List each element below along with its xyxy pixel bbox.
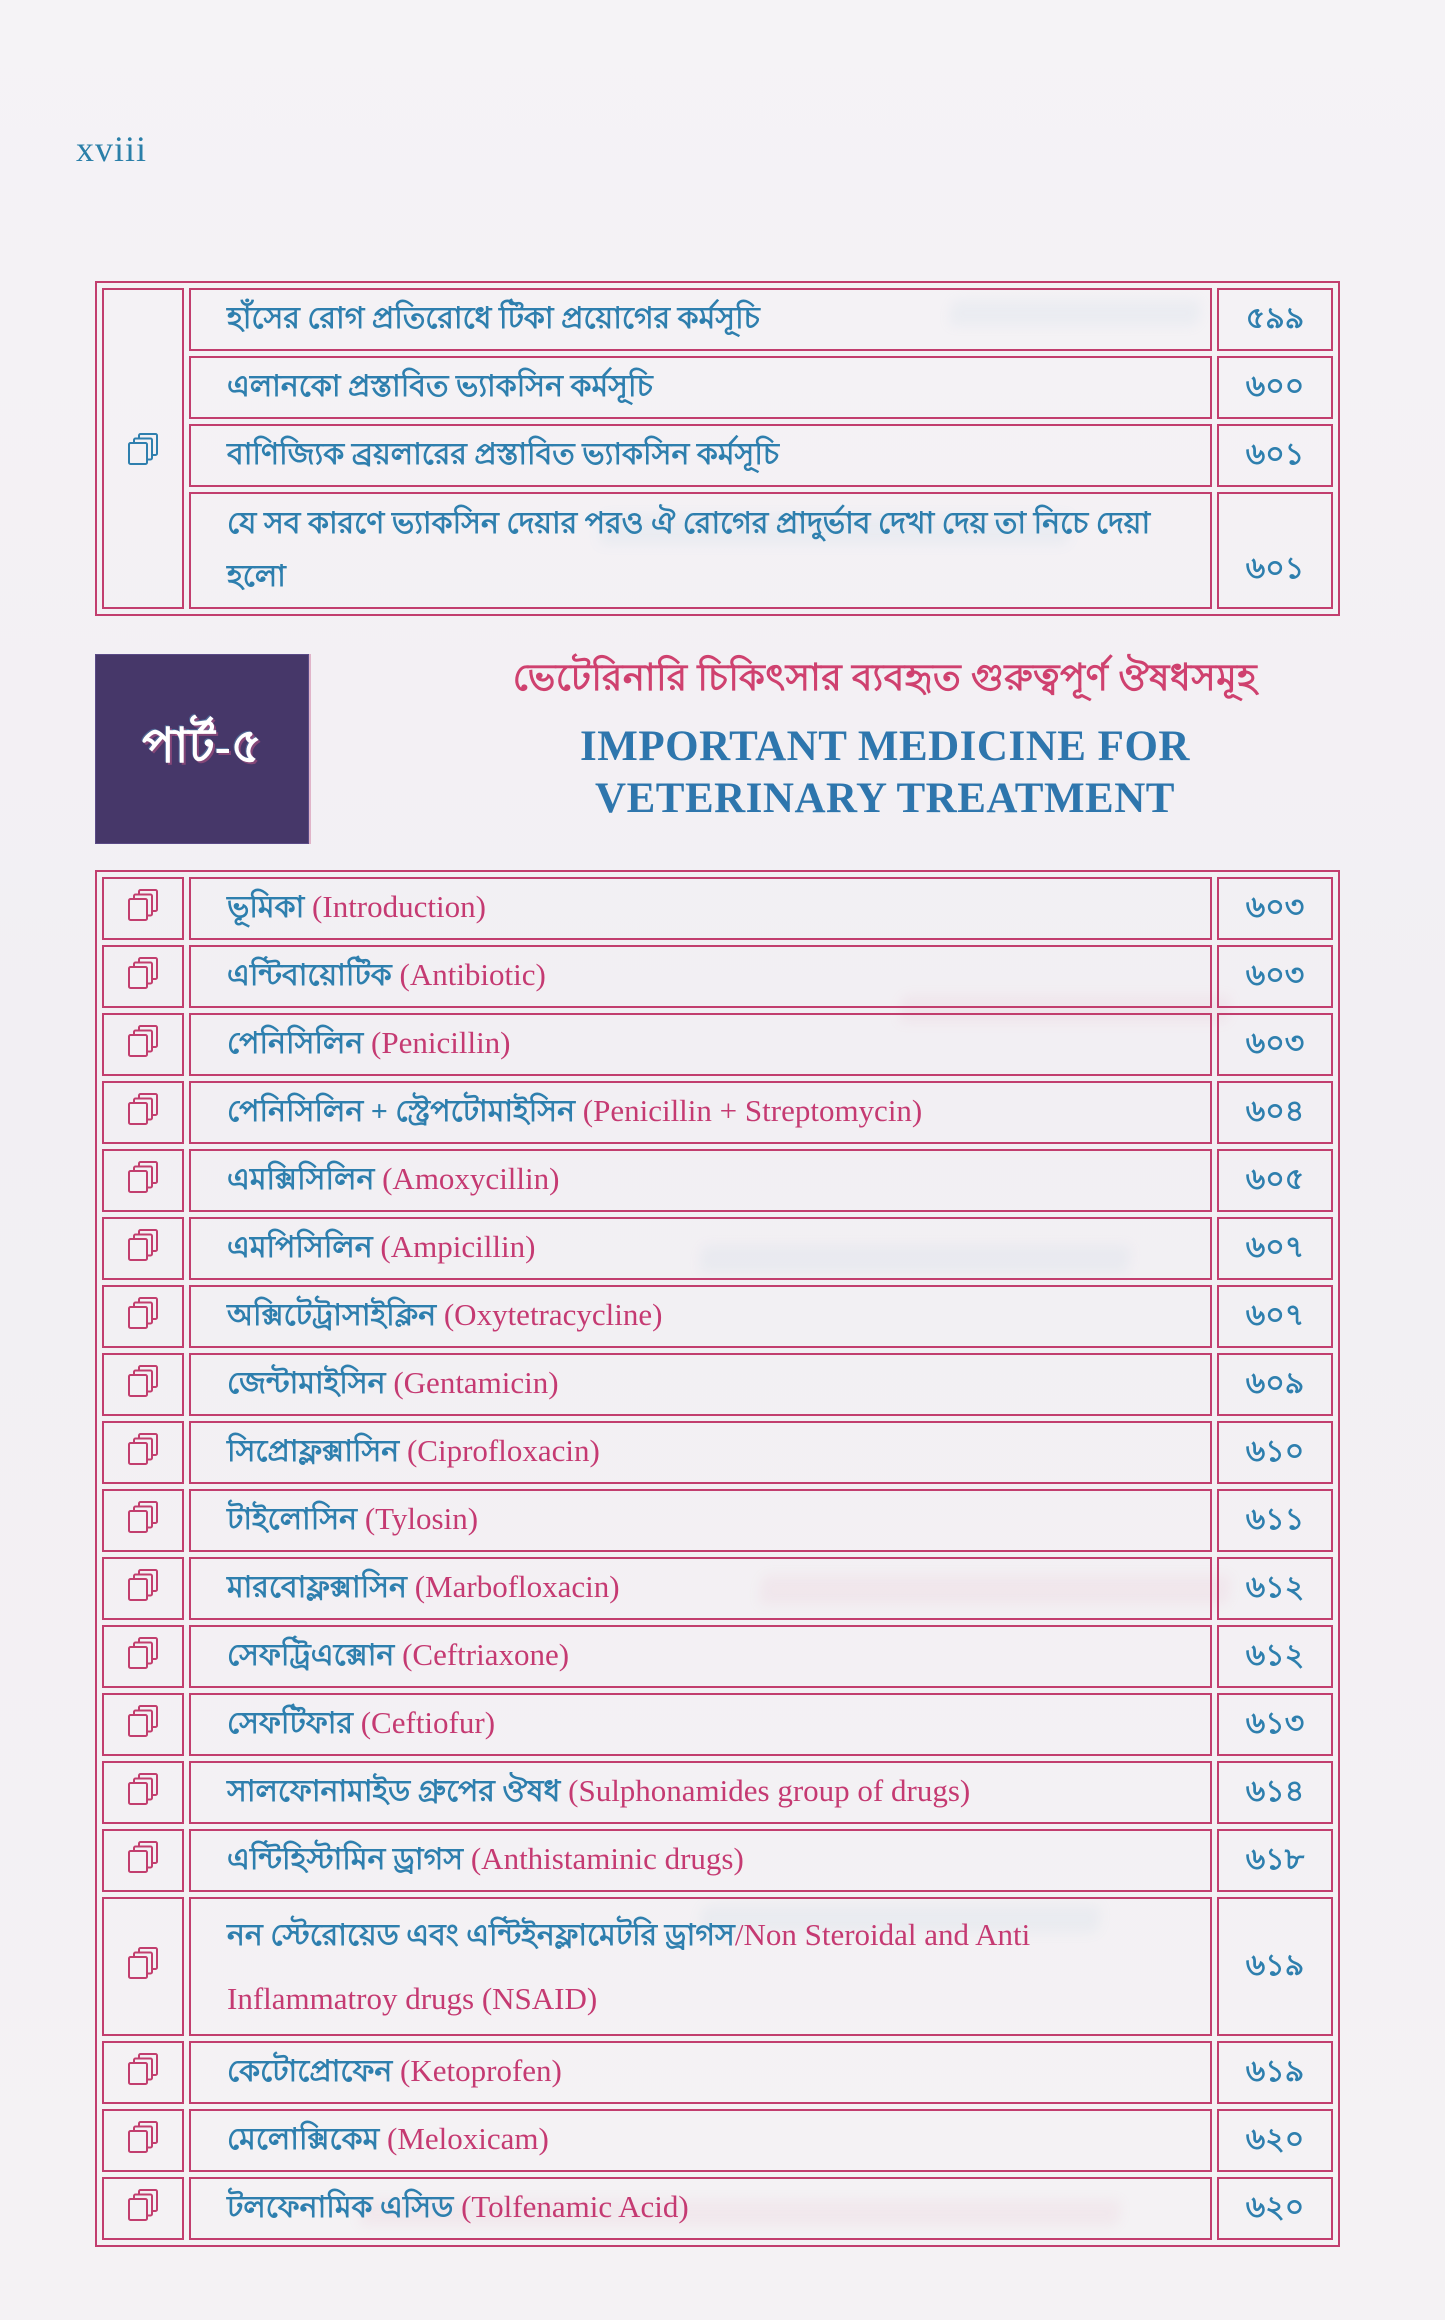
- medicine-toc-table: [95, 870, 1340, 2247]
- entry-title: [189, 1761, 1212, 1824]
- part-5-section-header: [95, 648, 1445, 858]
- toc-row: [102, 424, 1333, 487]
- entry-title: [189, 1353, 1212, 1416]
- stacked-pages-icon: [124, 887, 162, 925]
- toc-row: [102, 1625, 1333, 1688]
- entry-icon-cell: [102, 1829, 184, 1892]
- entry-icon-cell: [102, 877, 184, 940]
- toc-row: [102, 1013, 1333, 1076]
- entry-icon-cell: [102, 945, 184, 1008]
- stacked-pages-icon: [124, 1023, 162, 1061]
- entry-title-english: (Marbofloxacin): [406, 1569, 620, 1604]
- entry-title-english: (Ketoprofen): [392, 2053, 562, 2089]
- entry-page-number: ৬১৮: [1217, 1829, 1333, 1892]
- stacked-pages-icon: [124, 1363, 162, 1401]
- entry-title: [189, 1285, 1212, 1348]
- entry-page-number: ৬১২: [1217, 1557, 1333, 1620]
- toc-row: [102, 1421, 1333, 1484]
- entry-page-number: ৬১০: [1217, 1421, 1333, 1484]
- vaccine-schedule-toc-table: [95, 281, 1340, 616]
- entry-title: [189, 2109, 1212, 2172]
- toc-row: [102, 1081, 1333, 1144]
- entry-title-bengali: মেলোক্সিকেম: [227, 2123, 380, 2157]
- entry-title: [189, 1081, 1212, 1144]
- toc-row: [102, 1693, 1333, 1756]
- section-title-english-line1: IMPORTANT MEDICINE FOR: [580, 723, 1190, 770]
- stacked-pages-icon: [124, 2119, 162, 2157]
- section-titles: [339, 648, 1431, 826]
- entry-page-number: ৬০১: [1217, 424, 1333, 487]
- entry-title: [189, 288, 1212, 351]
- entry-page-number: ৬০৭: [1217, 1217, 1333, 1280]
- entry-title: [189, 1625, 1212, 1688]
- entry-page-number: ৬০৯: [1217, 1353, 1333, 1416]
- toc-row: [102, 288, 1333, 351]
- entry-title-bengali: কেটোপ্রোফেন: [227, 2055, 393, 2089]
- entry-page-number: ৬১১: [1217, 1489, 1333, 1552]
- entry-title-bengali: মারবোফ্লক্সাসিন: [227, 1571, 407, 1604]
- stacked-pages-icon: [124, 431, 162, 469]
- entry-title-bengali: হাঁসের রোগ প্রতিরোধে টিকা প্রয়োগের কর্মসূচি: [227, 302, 760, 335]
- stacked-pages-icon: [124, 2051, 162, 2089]
- stacked-pages-icon: [124, 1945, 162, 1983]
- entry-page-number: ৬০৪: [1217, 1081, 1333, 1144]
- entry-title-bengali: টলফেনামিক এসিড: [227, 2191, 454, 2225]
- entry-title-english: (Tylosin): [357, 1501, 479, 1536]
- entry-icon-cell: [102, 1693, 184, 1756]
- entry-title-bengali: সেফট্রিএক্সোন: [227, 1639, 395, 1672]
- stacked-pages-icon: [124, 1839, 162, 1877]
- entry-title-bengali: সালফোনামাইড গ্রুপের ঔষধ: [227, 1775, 561, 1808]
- entry-title: [189, 1149, 1212, 1212]
- entry-icon-cell: [102, 1557, 184, 1620]
- entry-title-english: (Introduction): [304, 889, 486, 924]
- stacked-pages-icon: [124, 1499, 162, 1537]
- entry-title: [189, 1829, 1212, 1892]
- entry-page-number: ৬০৩: [1217, 945, 1333, 1008]
- entry-title-english: (Antibiotic): [391, 957, 546, 992]
- entry-page-number: ৬০১: [1217, 492, 1333, 609]
- stacked-pages-icon: [124, 1431, 162, 1469]
- entry-title: [189, 877, 1212, 940]
- entry-title-english: (Ceftriaxone): [394, 1637, 570, 1672]
- part-5-box: [95, 654, 309, 844]
- entry-title-bengali: জেন্টামাইসিন: [227, 1367, 386, 1400]
- entry-page-number: ৬০৭: [1217, 1285, 1333, 1348]
- entry-title-bengali: পেনিসিলিন: [227, 1027, 364, 1060]
- entry-page-number: ৬১৯: [1217, 2041, 1333, 2104]
- toc-row: [102, 1489, 1333, 1552]
- toc-row: [102, 1557, 1333, 1620]
- entry-page-number: ৫৯৯: [1217, 288, 1333, 351]
- entry-icon-cell: [102, 288, 184, 609]
- stacked-pages-icon: [124, 1159, 162, 1197]
- entry-title-english: /Non Steroidal and Anti Inflammatroy drugs (NSAID): [227, 1917, 1031, 2016]
- entry-title-bengali: এমক্সিসিলিন: [227, 1163, 375, 1196]
- entry-title: [189, 945, 1212, 1008]
- entry-title: [189, 2041, 1212, 2104]
- stacked-pages-icon: [124, 1635, 162, 1673]
- entry-icon-cell: [102, 2177, 184, 2240]
- entry-title-english: (Meloxicam): [379, 2121, 549, 2157]
- entry-title-english: (Gentamicin): [385, 1365, 559, 1400]
- section-title-english-line2: VETERINARY TREATMENT: [595, 775, 1175, 823]
- entry-title-english: (Ciprofloxacin): [399, 1433, 600, 1468]
- entry-icon-cell: [102, 1897, 184, 2036]
- entry-title-english: (Amoxycillin): [374, 1161, 560, 1196]
- entry-title: [189, 356, 1212, 419]
- entry-title: [189, 2177, 1212, 2240]
- toc-row: [102, 1149, 1333, 1212]
- entry-title: [189, 1421, 1212, 1484]
- entry-page-number: ৬০৩: [1217, 1013, 1333, 1076]
- entry-page-number: ৬১৯: [1217, 1897, 1333, 2036]
- medicine-table-body: [102, 877, 1333, 2240]
- entry-title-bengali: বাণিজ্যিক ব্রয়লারের প্রস্তাবিত ভ্যাকসিন কর্মসূচি: [227, 438, 780, 471]
- entry-title-bengali: এমপিসিলিন: [227, 1231, 373, 1264]
- stacked-pages-icon: [124, 1091, 162, 1129]
- toc-row: [102, 2177, 1333, 2240]
- entry-title-bengali: এন্টিবায়োটিক: [227, 959, 392, 992]
- entry-title-bengali: এন্টিহিস্টামিন ড্রাগস: [227, 1843, 464, 1876]
- entry-title-bengali: সিপ্রোফ্লক্সাসিন: [227, 1435, 400, 1468]
- stacked-pages-icon: [124, 1703, 162, 1741]
- toc-row: [102, 1217, 1333, 1280]
- entry-icon-cell: [102, 2109, 184, 2172]
- toc-row: [102, 1285, 1333, 1348]
- entry-icon-cell: [102, 1149, 184, 1212]
- entry-title-bengali: অক্সিটেট্রাসাইক্লিন: [227, 1299, 437, 1332]
- entry-title: [189, 1897, 1212, 2036]
- entry-title-bengali: টাইলোসিন: [227, 1503, 358, 1536]
- toc-row: [102, 2041, 1333, 2104]
- entry-title: [189, 424, 1212, 487]
- page-number: xviii: [76, 129, 148, 169]
- vaccine-table-body: [102, 288, 1333, 609]
- toc-row: [102, 877, 1333, 940]
- entry-title-english: (Anthistaminic drugs): [463, 1841, 744, 1876]
- entry-page-number: ৬১২: [1217, 1625, 1333, 1688]
- entry-title-bengali: ভূমিকা: [227, 891, 305, 924]
- entry-title-english: (Sulphonamides group of drugs): [560, 1773, 971, 1808]
- stacked-pages-icon: [124, 1227, 162, 1265]
- toc-row: [102, 1829, 1333, 1892]
- entry-icon-cell: [102, 1013, 184, 1076]
- entry-title-bengali: যে সব কারণে ভ্যাকসিন দেয়ার পরও ঐ রোগের প্রাদুর্ভাব দেখা দেয় তা নিচে দেয়া হলো: [227, 507, 1151, 593]
- entry-icon-cell: [102, 1353, 184, 1416]
- entry-title: [189, 492, 1212, 609]
- stacked-pages-icon: [124, 1295, 162, 1333]
- entry-title-english: (Oxytetracycline): [436, 1297, 663, 1332]
- entry-title: [189, 1557, 1212, 1620]
- entry-icon-cell: [102, 1421, 184, 1484]
- entry-title-english: (Penicillin + Streptomycin): [575, 1093, 923, 1128]
- entry-icon-cell: [102, 1217, 184, 1280]
- toc-row: [102, 1761, 1333, 1824]
- stacked-pages-icon: [124, 1567, 162, 1605]
- toc-row: [102, 2109, 1333, 2172]
- entry-title: [189, 1489, 1212, 1552]
- entry-title-english: (Penicillin): [363, 1025, 511, 1060]
- entry-icon-cell: [102, 1285, 184, 1348]
- entry-icon-cell: [102, 2041, 184, 2104]
- entry-title-english: (Ceftiofur): [352, 1705, 496, 1740]
- toc-row: [102, 945, 1333, 1008]
- entry-page-number: ৬০৩: [1217, 877, 1333, 940]
- part-5-label: পার্ট-৫: [142, 719, 262, 773]
- entry-page-number: ৬২০: [1217, 2177, 1333, 2240]
- entry-title-english: (Tolfenamic Acid): [453, 2189, 689, 2225]
- entry-title-bengali: সেফটিফার: [227, 1707, 353, 1740]
- entry-title: [189, 1693, 1212, 1756]
- section-title-bengali: ভেটেরিনারি চিকিৎসার ব্যবহৃত গুরুত্বপূর্ণ ঔষধসমূহ: [512, 658, 1258, 699]
- entry-page-number: ৬০০: [1217, 356, 1333, 419]
- entry-page-number: ৬১৪: [1217, 1761, 1333, 1824]
- entry-page-number: ৬১৩: [1217, 1693, 1333, 1756]
- stacked-pages-icon: [124, 955, 162, 993]
- toc-row: [102, 1353, 1333, 1416]
- stacked-pages-icon: [124, 2187, 162, 2225]
- entry-page-number: ৬০৫: [1217, 1149, 1333, 1212]
- entry-title-bengali: এলানকো প্রস্তাবিত ভ্যাকসিন কর্মসূচি: [227, 370, 653, 403]
- entry-title: [189, 1217, 1212, 1280]
- toc-row: [102, 1897, 1333, 2036]
- entry-title-english: (Ampicillin): [372, 1229, 536, 1264]
- entry-title: [189, 1013, 1212, 1076]
- entry-icon-cell: [102, 1625, 184, 1688]
- entry-title-bengali: নন স্টেরোয়েড এবং এন্টিইনফ্লামেটরি ড্রাগস: [227, 1919, 735, 1952]
- entry-icon-cell: [102, 1081, 184, 1144]
- entry-page-number: ৬২০: [1217, 2109, 1333, 2172]
- toc-row: [102, 492, 1333, 609]
- entry-title-bengali: পেনিসিলিন + স্ট্রেপটোমাইসিন: [227, 1095, 576, 1128]
- entry-icon-cell: [102, 1761, 184, 1824]
- stacked-pages-icon: [124, 1771, 162, 1809]
- entry-icon-cell: [102, 1489, 184, 1552]
- toc-row: [102, 356, 1333, 419]
